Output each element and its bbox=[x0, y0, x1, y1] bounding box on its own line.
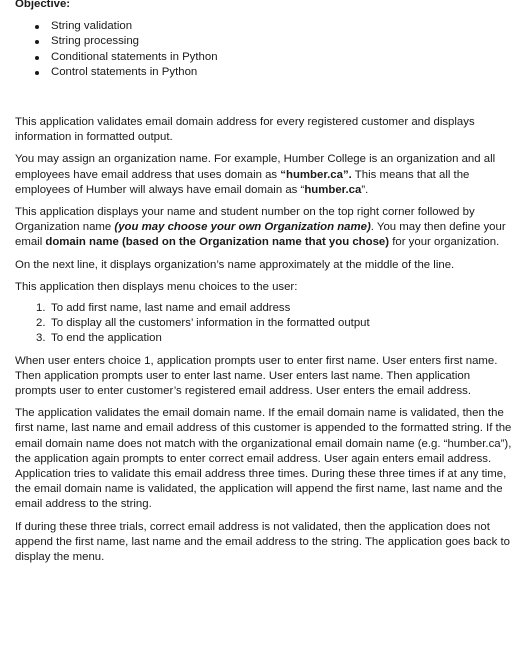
paragraph-text: You may assign an organization name. For example, Humber College is an organization and all employees have email address that uses domain as bbox=[15, 153, 496, 181]
menu-item-number: 3. bbox=[36, 332, 46, 345]
choice-one-paragraph: When user enters choice 1, application prompts user to enter first name. User enters first name. Then application prompts user to enter last name. User enters last name. Then application prompts user to enter customer’s registered email address. User enters the email address. bbox=[15, 354, 498, 398]
paragraph-text: This application displays your name and student number on the top right corner followed by Organization name bbox=[15, 206, 475, 234]
objective-list bbox=[15, 19, 513, 80]
domain-name-bold: domain name (based on the Organization name that you chose) bbox=[45, 236, 390, 249]
paragraph-text: for your organization. bbox=[389, 236, 500, 249]
objective-heading: Objective: bbox=[15, 0, 71, 10]
menu-item-text: To display all the customers’ information in the formatted output bbox=[51, 317, 370, 330]
objective-item: String processing bbox=[51, 34, 513, 49]
menu-item-text: To end the application bbox=[51, 332, 162, 345]
paragraph-text: ”. bbox=[361, 183, 369, 196]
menu-item-number: 2. bbox=[36, 317, 46, 330]
domain-example-bold: “humber.ca”. bbox=[280, 168, 352, 181]
organization-paragraph bbox=[15, 152, 513, 198]
paragraph-text: This means that all the employees of Humber will always have email domain as “ bbox=[15, 168, 470, 196]
menu-item bbox=[36, 301, 513, 316]
next-line-paragraph: On the next line, it displays organization’s name approximately at the middle of the line. bbox=[15, 258, 455, 271]
domain-example-bold: humber.ca bbox=[304, 183, 362, 196]
menu-list bbox=[15, 301, 513, 347]
menu-item-number: 1. bbox=[36, 302, 46, 315]
objective-item: String validation bbox=[51, 19, 513, 34]
menu-item bbox=[36, 331, 513, 346]
intro-paragraph: This application validates email domain address for every registered customer and displays information in formatted output. bbox=[15, 116, 475, 144]
display-paragraph bbox=[15, 205, 513, 251]
paragraph-text: . You may then define your email bbox=[15, 221, 506, 249]
objective-item: Conditional statements in Python bbox=[51, 50, 513, 65]
validation-paragraph: The application validates the email domain name. If the email domain name is validated, then the first name, last name and email address of this customer is appended to the formatted string. If the email domain name does not match with the organizational email domain name (e.g. “humber.ca”), the application again prompts to enter correct email address. User again enters email address. Application tries to validate this email address three times. During these three times if at any time, the email domain name is validated, the application will append the first name, last name and the email address to the string. bbox=[15, 407, 512, 511]
menu-item bbox=[36, 316, 513, 331]
trials-paragraph: If during these three trials, correct email address is not validated, then the application does not append the first name, last name and the email address to the string. The application goes back to display the menu. bbox=[15, 520, 510, 564]
menu-intro-paragraph: This application then displays menu choices to the user: bbox=[15, 280, 298, 293]
menu-item-text: To add first name, last name and email address bbox=[51, 302, 291, 315]
objective-item: Control statements in Python bbox=[51, 65, 513, 80]
organization-note-bold-italic: (you may choose your own Organization name) bbox=[114, 221, 371, 234]
